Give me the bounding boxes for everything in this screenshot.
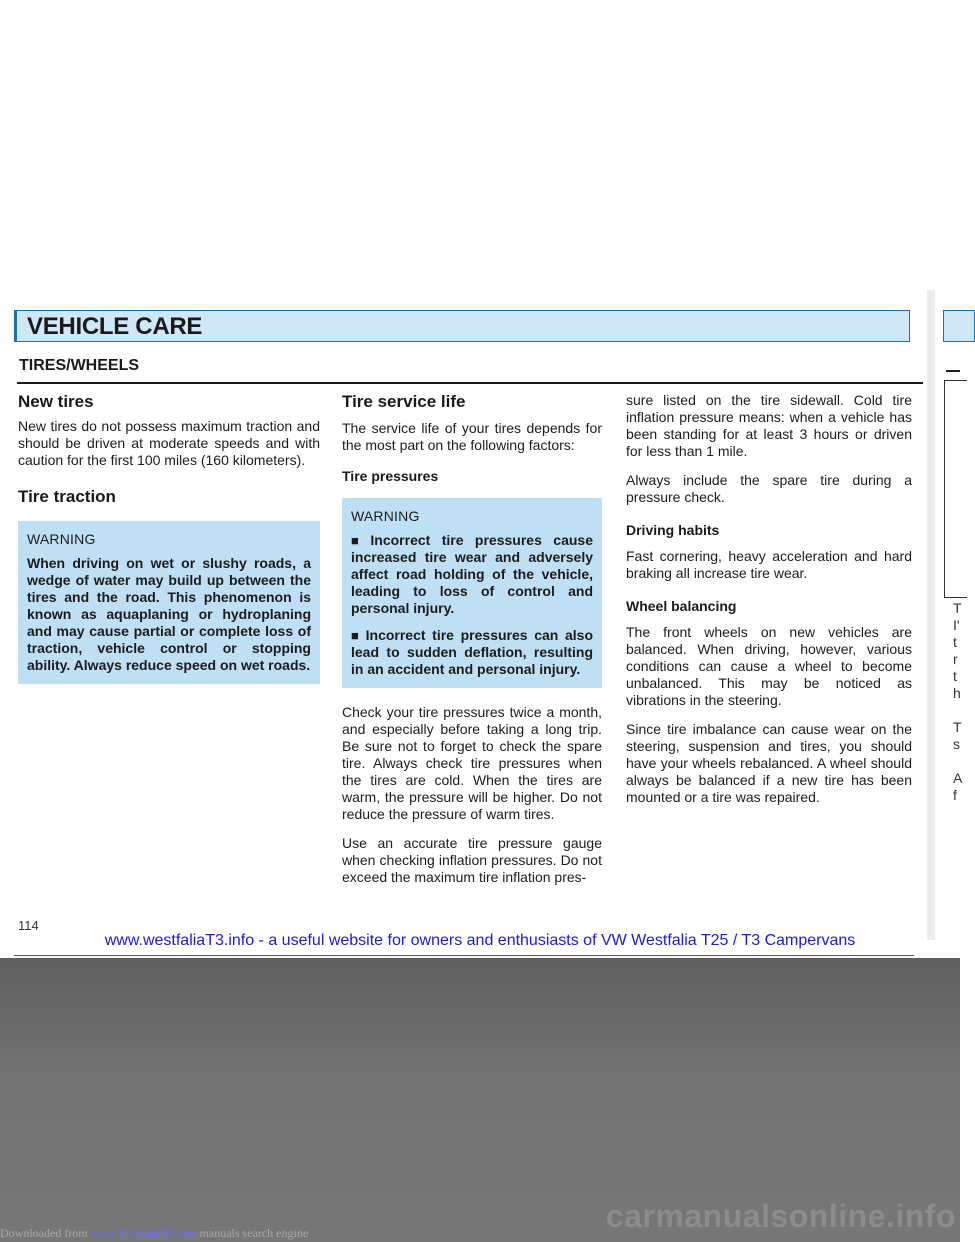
tire-pressures-heading: Tire pressures bbox=[342, 468, 439, 484]
warning-title: WARNING bbox=[27, 531, 96, 547]
warning-item-text: Incorrect tire pressures can also lead to sudden deflation, resulting in an accident and personal injury. bbox=[351, 627, 593, 677]
section-title: VEHICLE CARE bbox=[27, 313, 203, 340]
new-tires-paragraph: New tires do not possess maximum traction and should be driven at moderate speeds and with caution for the first 100 miles (160 kilometers). bbox=[18, 418, 320, 468]
bullet-icon: ■ bbox=[351, 628, 362, 643]
new-tires-heading: New tires bbox=[18, 392, 94, 411]
bullet-icon: ■ bbox=[351, 533, 367, 548]
pressure-warning-box bbox=[342, 498, 602, 688]
section-header-bar bbox=[14, 310, 910, 342]
warning-item bbox=[351, 532, 593, 617]
driving-habits-heading: Driving habits bbox=[626, 522, 720, 538]
next-page-rule bbox=[946, 370, 960, 372]
page-bottom-rule bbox=[14, 955, 914, 956]
next-page-figure-box bbox=[944, 380, 967, 598]
page-gutter bbox=[927, 290, 935, 940]
wheel-balancing-paragraph: The front wheels on new vehicles are balanced. When driving, however, various conditions can cause a wheel to become unbalanced. This may be noticed as vibrations in the steering. bbox=[626, 624, 912, 708]
check-pressure-paragraph: Check your tire pressures twice a month, and especially before taking a long trip. Be sure not to forget to check the spare tire. Always check tire pressures when the tires are cold. When the tires are warm, the pressure will be higher. Do not reduce the pressure of warm tires. bbox=[342, 704, 602, 822]
gauge-paragraph: Use an accurate tire pressure gauge when checking inflation pressures. Do not exceed the maximum tire inflation pres- bbox=[342, 835, 602, 885]
driving-habits-paragraph: Fast cornering, heavy acceleration and hard braking all increase tire wear. bbox=[626, 548, 912, 581]
column-1 bbox=[18, 392, 320, 698]
rebalance-paragraph: Since tire imbalance can cause wear on the steering, suspension and tires, you should have your wheels rebalanced. A wheel should always be balanced if a new tire has been mounted or a tire was repaired. bbox=[626, 721, 912, 805]
warning-item-text: Incorrect tire pressures cause increased tire wear and adversely affect road holding of the vehicle, leading to loss of control and personal injury. bbox=[351, 532, 593, 616]
service-life-paragraph: The service life of your tires depends for the most part on the following factors: bbox=[342, 420, 602, 453]
watermark: carmanualsonline.info bbox=[605, 1198, 956, 1234]
page-number: 114 bbox=[18, 918, 39, 933]
next-page-header-bar bbox=[943, 310, 975, 342]
tire-traction-heading: Tire traction bbox=[18, 487, 116, 506]
warning-item bbox=[351, 627, 593, 678]
subsection-divider bbox=[17, 382, 923, 384]
website-note[interactable]: www.westfaliaT3.info - a useful website for owners and enthusiasts of VW Westfalia T25 / T3 Campervans bbox=[104, 932, 856, 949]
column-2 bbox=[342, 392, 602, 898]
wheel-balancing-heading: Wheel balancing bbox=[626, 598, 737, 614]
manualslib-link[interactable]: www.Manualslib.com bbox=[90, 1226, 197, 1240]
service-life-heading: Tire service life bbox=[342, 392, 466, 411]
warning-text: When driving on wet or slushy roads, a wedge of water may build up between the tires and the road. This phenomenon is known as aquaplaning or hydroplaning and may cause partial or complete loss of traction, vehicle control or stopping ability. Always reduce speed on wet roads. bbox=[27, 555, 311, 673]
subsection-title: TIRES/WHEELS bbox=[19, 357, 140, 374]
traction-warning-box bbox=[18, 521, 320, 684]
download-prefix: Downloaded from bbox=[0, 1226, 91, 1240]
column-3 bbox=[626, 392, 912, 818]
download-suffix: manuals search engine bbox=[196, 1226, 309, 1240]
spare-tire-paragraph: Always include the spare tire during a pressure check. bbox=[626, 472, 912, 505]
warning-title: WARNING bbox=[351, 508, 420, 524]
section-header-accent bbox=[15, 311, 17, 341]
next-page-text-fragment: T I' t r t h T s A f bbox=[953, 600, 963, 803]
download-note bbox=[0, 1226, 308, 1241]
cold-inflation-paragraph: sure listed on the tire sidewall. Cold tire inflation pressure means: when a vehicle has been standing for at least 3 hours or driven for less than 1 mile. bbox=[626, 392, 912, 459]
